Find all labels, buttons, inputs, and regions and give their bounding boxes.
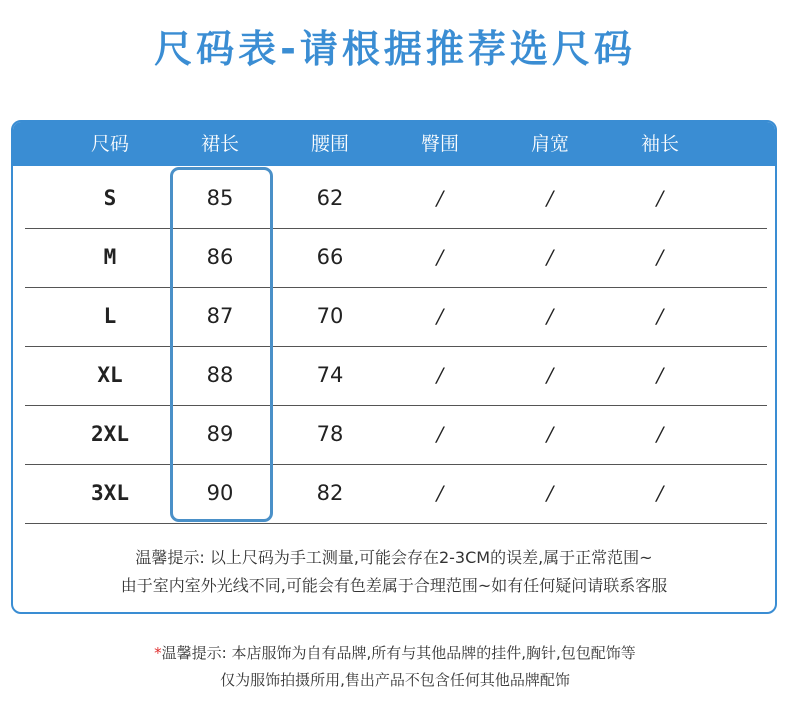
size-cell: L bbox=[103, 304, 117, 328]
shoulder-cell: / bbox=[546, 304, 554, 328]
measurement-note-line1: 温馨提示: 以上尺码为手工测量,可能会存在2-3CM的误差,属于正常范围~ bbox=[135, 548, 653, 567]
table-row bbox=[25, 169, 767, 229]
hip-cell: / bbox=[436, 481, 444, 505]
waist-cell: 78 bbox=[316, 422, 344, 446]
size-cell: 3XL bbox=[91, 481, 129, 505]
shoulder-cell: / bbox=[546, 481, 554, 505]
waist-cell: 74 bbox=[316, 363, 344, 387]
sleeve-cell: / bbox=[656, 363, 664, 387]
table-row bbox=[25, 228, 767, 288]
size-cell: XL bbox=[97, 363, 123, 387]
brand-note bbox=[0, 640, 790, 694]
size-table-frame bbox=[11, 120, 777, 614]
shoulder-cell: / bbox=[546, 186, 554, 210]
table-row bbox=[25, 464, 767, 524]
sleeve-cell: / bbox=[656, 304, 664, 328]
header-shoulder: 肩宽 bbox=[530, 133, 569, 155]
skirt-length-cell: 85 bbox=[206, 186, 234, 210]
hip-cell: / bbox=[436, 304, 444, 328]
table-header bbox=[13, 122, 775, 166]
sleeve-cell: / bbox=[656, 245, 664, 269]
header-skirt-length: 裙长 bbox=[200, 133, 239, 155]
shoulder-cell: / bbox=[546, 363, 554, 387]
skirt-length-cell: 87 bbox=[206, 304, 234, 328]
brand-note-line1 bbox=[0, 640, 790, 667]
skirt-length-cell: 88 bbox=[206, 363, 234, 387]
hip-cell: / bbox=[436, 186, 444, 210]
skirt-length-cell: 86 bbox=[206, 245, 234, 269]
size-cell: 2XL bbox=[91, 422, 129, 446]
brand-note-line2: 仅为服饰拍摄所用,售出产品不包含任何其他品牌配饰 bbox=[220, 671, 570, 689]
measurement-note bbox=[13, 544, 775, 600]
hip-cell: / bbox=[436, 245, 444, 269]
header-size: 尺码 bbox=[90, 133, 129, 155]
skirt-length-cell: 90 bbox=[206, 481, 234, 505]
hip-cell: / bbox=[436, 363, 444, 387]
skirt-length-highlight bbox=[170, 167, 273, 522]
shoulder-cell: / bbox=[546, 245, 554, 269]
waist-cell: 66 bbox=[316, 245, 344, 269]
sleeve-cell: / bbox=[656, 186, 664, 210]
table-row bbox=[25, 287, 767, 347]
header-hip: 臀围 bbox=[420, 133, 459, 155]
sleeve-cell: / bbox=[656, 481, 664, 505]
sleeve-cell: / bbox=[656, 422, 664, 446]
size-cell: M bbox=[103, 245, 117, 269]
asterisk-icon: * bbox=[154, 644, 162, 662]
header-sleeve: 袖长 bbox=[640, 133, 679, 155]
waist-cell: 82 bbox=[316, 481, 344, 505]
table-row bbox=[25, 346, 767, 406]
hip-cell: / bbox=[436, 422, 444, 446]
shoulder-cell: / bbox=[546, 422, 554, 446]
waist-cell: 70 bbox=[316, 304, 344, 328]
skirt-length-cell: 89 bbox=[206, 422, 234, 446]
page-title: 尺码表-请根据推荐选尺码 bbox=[154, 27, 636, 71]
measurement-note-line2: 由于室内室外光线不同,可能会有色差属于合理范围~如有任何疑问请联系客服 bbox=[120, 576, 668, 595]
brand-note-line1-text: 温馨提示: 本店服饰为自有品牌,所有与其他品牌的挂件,胸针,包包配饰等 bbox=[161, 644, 636, 662]
size-cell: S bbox=[103, 186, 117, 210]
table-row bbox=[25, 405, 767, 465]
header-waist: 腰围 bbox=[310, 133, 349, 155]
waist-cell: 62 bbox=[316, 186, 344, 210]
